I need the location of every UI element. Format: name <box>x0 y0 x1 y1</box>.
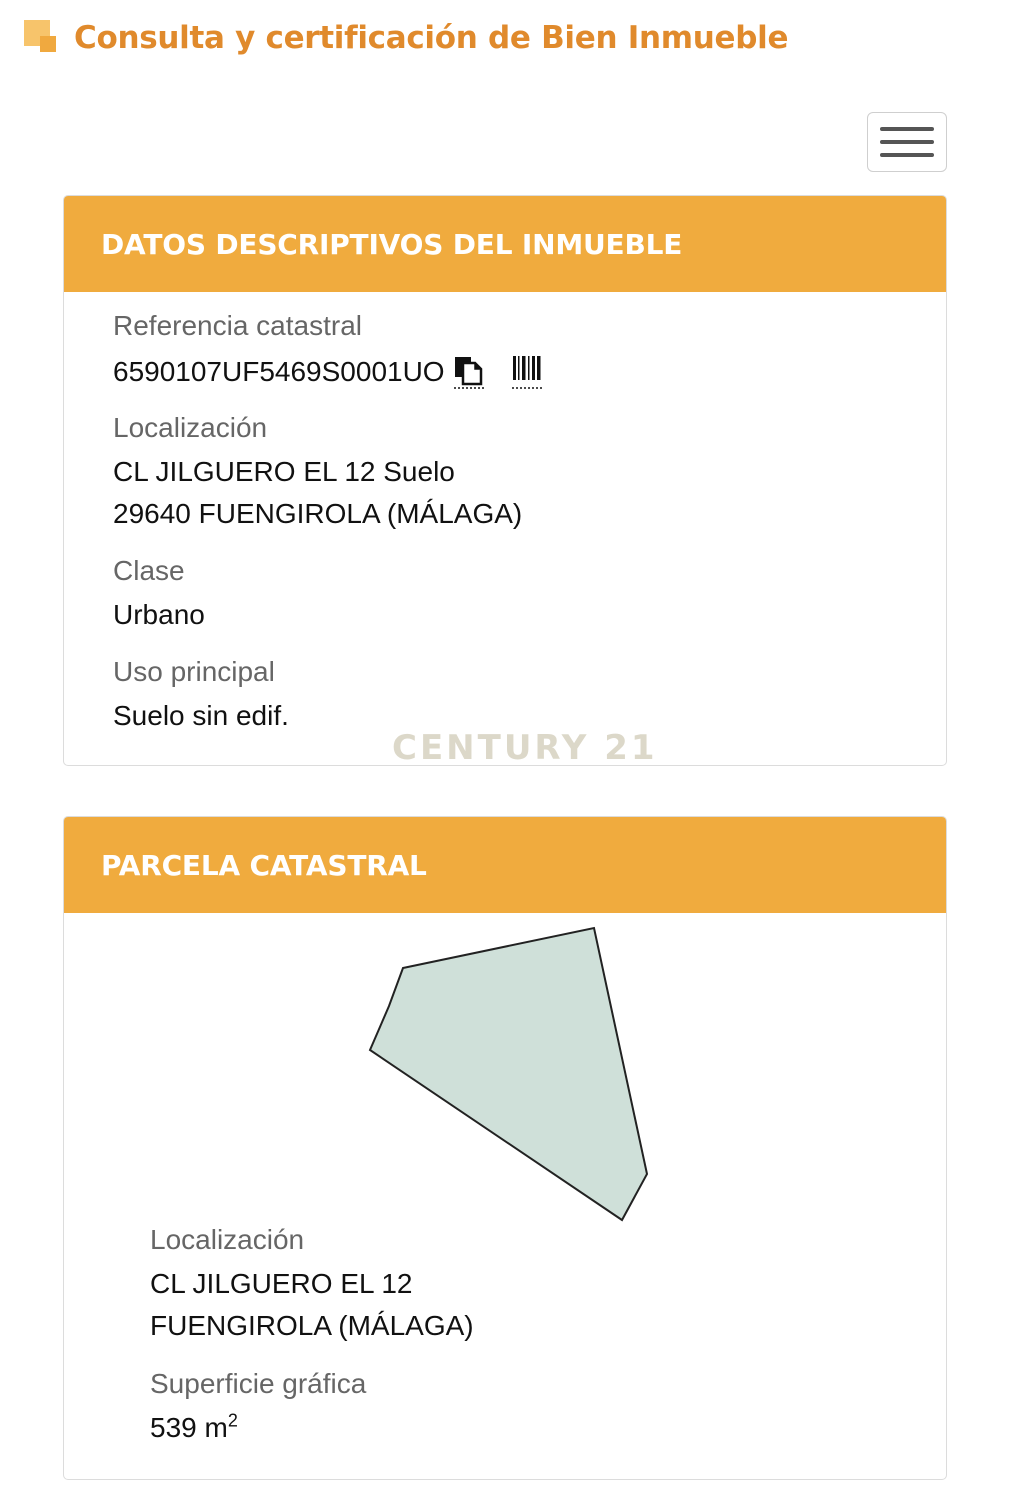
referencia-field <box>113 311 543 393</box>
localizacion-label: Localización <box>113 412 268 443</box>
localizacion-field <box>113 413 522 535</box>
superficie-label: Superficie gráfica <box>150 1368 367 1399</box>
referencia-label: Referencia catastral <box>113 310 363 341</box>
menu-button[interactable] <box>867 112 947 172</box>
watermark: CENTURY 21 <box>392 728 658 768</box>
clase-label: Clase <box>113 555 185 586</box>
clase-value: Urbano <box>113 599 205 630</box>
catastro-logo-icon <box>24 20 60 56</box>
clase-field <box>113 556 205 636</box>
superficie-field <box>150 1369 366 1449</box>
app-header <box>24 18 788 58</box>
uso-field <box>113 657 289 737</box>
panel-title: DATOS DESCRIPTIVOS DEL INMUEBLE <box>101 227 683 261</box>
referencia-value: 6590107UF5469S0001UO <box>113 356 445 387</box>
hamburger-menu-icon-bar <box>880 153 934 157</box>
hamburger-menu-icon <box>880 127 934 131</box>
hamburger-menu-icon-bar <box>880 140 934 144</box>
uso-label: Uso principal <box>113 656 275 687</box>
panel-header <box>64 196 946 292</box>
parcela-localizacion-field <box>150 1225 474 1347</box>
uso-value: Suelo sin edif. <box>113 700 289 731</box>
parcela-localizacion-line1: CL JILGUERO EL 12 <box>150 1268 413 1299</box>
parcela-localizacion-line2: FUENGIROLA (MÁLAGA) <box>150 1310 474 1341</box>
panel-title: PARCELA CATASTRAL <box>101 848 427 882</box>
parcela-catastral-panel <box>63 816 947 1480</box>
parcela-localizacion-label: Localización <box>150 1224 305 1255</box>
copy-icon[interactable] <box>453 354 485 390</box>
page-title: Consulta y certificación de Bien Inmueble <box>74 20 789 56</box>
barcode-icon[interactable] <box>511 354 543 390</box>
superficie-value: 539 m <box>150 1412 228 1443</box>
superficie-unit-exponent: 2 <box>227 1410 238 1431</box>
superficie-value-wrap <box>150 1407 366 1449</box>
datos-descriptivos-panel <box>63 195 947 766</box>
localizacion-line1: CL JILGUERO EL 12 Suelo <box>113 456 455 487</box>
parcel-map[interactable] <box>64 817 947 1237</box>
parcel-polygon <box>370 928 647 1220</box>
localizacion-line2: 29640 FUENGIROLA (MÁLAGA) <box>113 498 523 529</box>
